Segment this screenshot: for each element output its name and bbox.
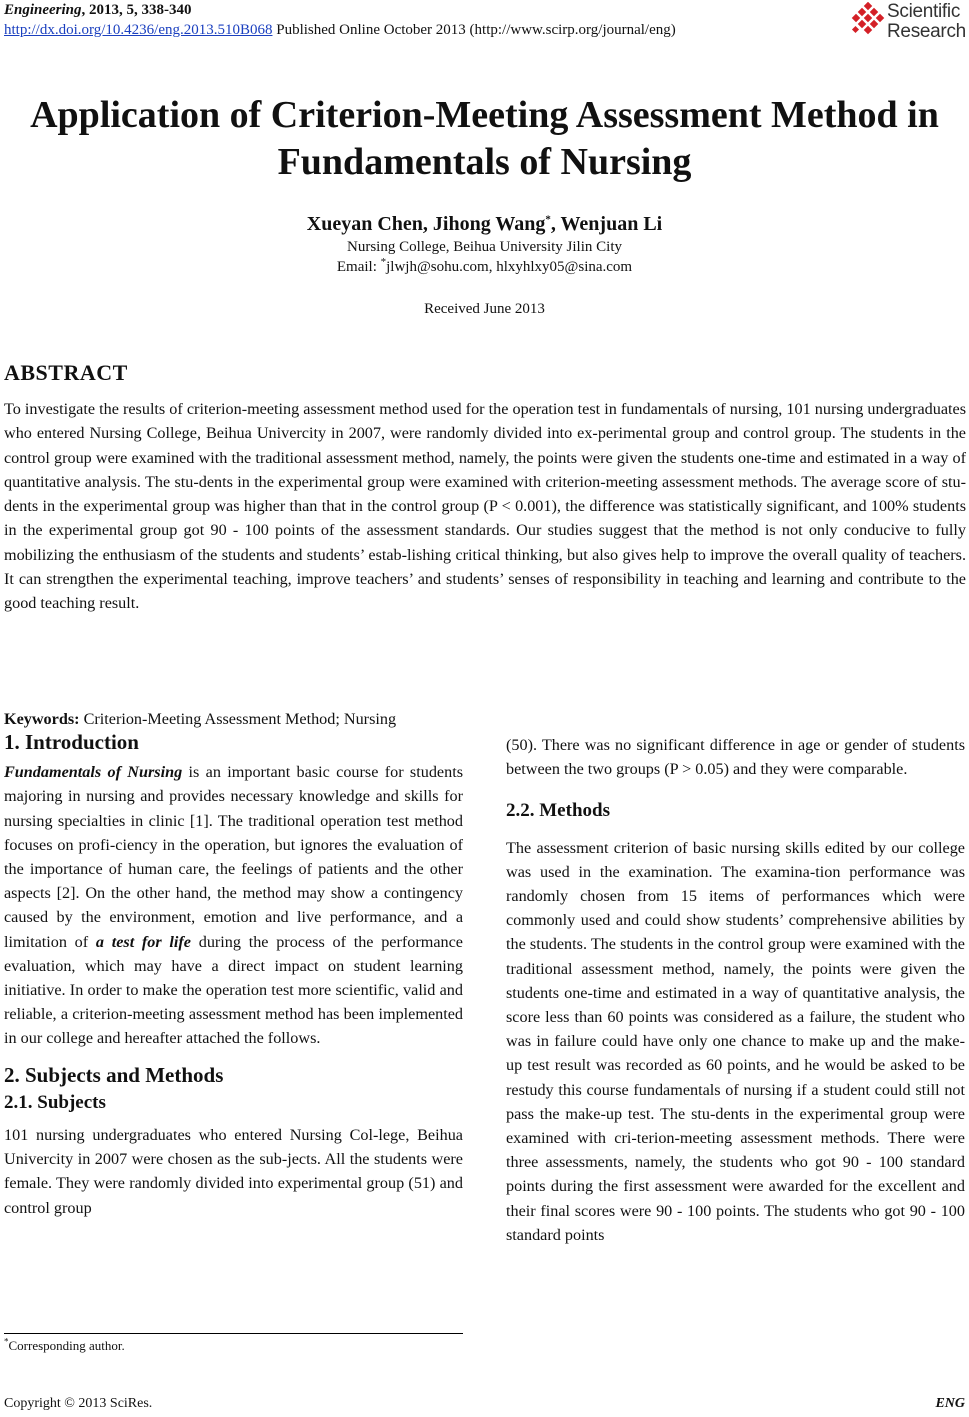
introduction-paragraph: [4, 760, 463, 1050]
publication-line: [4, 22, 676, 39]
journal-volume: , 2013, 5, 338-340: [81, 2, 192, 18]
section-heading-introduction: 1. Introduction: [4, 730, 139, 754]
keywords-label: Keywords:: [4, 710, 80, 728]
title-line-1: Application of Criterion-Meeting Assessment Method in: [30, 94, 939, 136]
affiliation: Nursing College, Beihua University Jilin City: [347, 239, 622, 255]
title-line-2: Fundamentals of Nursing: [277, 141, 692, 183]
author-emails: [0, 256, 969, 276]
left-column: [4, 730, 463, 1220]
methods-paragraph: The assessment criterion of basic nursing skills edited by our college was used in the examination. The examina-tion performance was randomly chosen from 15 items of performances which were commonly used and could show students’ comprehensive abilities by the students. The students in the control group were examined with the traditional assessment method, namely, the points were given the students one-time and estimated in a way of quantitative analysis, the score less than 60 points was considered as a failure, the student who was in failure could have only one chance to make up and the make-up test result was recorded as 60 points, and he would be asked to be restudy this course fundamentals of nursing if a student could still not pass the make-up test. The stu-dents in the experimental group were examined with cri-terion-meeting assessment methods. There were three assessments, namely, the students who got 90 - 100 standard points during the first assessment were awarded for the excellent and their final scores were 90 - 100 points. The students who got 90 - 100 standard points: [506, 838, 965, 1244]
logo-text-line1: Scientific: [887, 1, 961, 22]
section-heading-subjects-methods: 2. Subjects and Methods: [4, 1062, 224, 1087]
footnote: [4, 1338, 125, 1354]
subjects-continued-paragraph: (50). There was no significant difference in age or gender of students between the two groups (P > 0.05) and they were comparable.: [506, 736, 965, 779]
doi-link[interactable]: http://dx.doi.org/10.4236/eng.2013.510B068: [4, 22, 273, 38]
authors-part-2: , Wenjuan Li: [550, 213, 663, 235]
subsection-heading-methods: 2.2. Methods: [506, 800, 610, 822]
journal-citation: [4, 2, 192, 19]
authors-part-1: Xueyan Chen, Jihong Wang: [306, 213, 546, 235]
subsection-heading-subjects: 2.1. Subjects: [4, 1091, 106, 1113]
corresponding-mark: *: [545, 213, 551, 226]
logo-diamond-icon: [849, 2, 887, 40]
intro-emphasis: a test for life: [95, 932, 191, 951]
email-corresponding-mark: *: [380, 256, 387, 268]
intro-italic-title: Fundamentals of Nursing: [4, 763, 183, 782]
email-label: Email:: [336, 259, 381, 275]
footnote-mark: *: [4, 1336, 9, 1347]
intro-text-part-1: is an important basic course for students majoring in nursing and provides necessary knowledge and skills for nursing specialties in clinic [1]. The traditional operation test method focuses on profi-ciency in the operation, but ignores the evaluation of the importance of human care, the feelings of patients and the other aspects [2]. On the other hand, the method may show a contingency caused by the environment, emotion and live performance, and a limitation of: [4, 763, 463, 951]
keywords: [4, 710, 396, 729]
logo-text-line2: Research: [887, 21, 966, 42]
abstract-heading: ABSTRACT: [4, 360, 128, 385]
journal-abbreviation: ENG: [935, 1396, 965, 1411]
footnote-text: Corresponding author.: [8, 1338, 125, 1353]
copyright-notice: Copyright © 2013 SciRes.: [4, 1396, 153, 1411]
intro-text-part-2: during the process of the performance evaluation, which may have a direct impact on student learning initiative. In order to make the operation test more scientific, valid and reliable, a criterion-meeting assessment method has been implemented in our college and hereafter attached the follows.: [4, 932, 463, 1048]
article-title: [0, 92, 969, 186]
published-online-text: Published Online October 2013 (http://www.scirp.org/journal/eng): [272, 22, 676, 38]
subjects-paragraph: 101 nursing undergraduates who entered Nursing Col-lege, Beihua Univercity in 2007 were chosen as the sub-jects. All the students were female. They were randomly divided into experimental group (51) and control group: [4, 1126, 463, 1217]
journal-name: Engineering: [4, 2, 82, 18]
received-date: Received June 2013: [424, 301, 545, 317]
right-column: [506, 733, 965, 1247]
abstract-text: To investigate the results of criterion-meeting assessment method used for the operation test in fundamentals of nursing, 101 nursing undergraduates who entered Nursing College, Beihua Univercity in 2007, were randomly divided into ex-perimental group and control group. The students in the control group were examined with the traditional assessment method, namely, the points were given the students one-time and estimated in a way of quantitative analysis. The stu-dents in the experimental group were examined with criterion-meeting assessment methods. The average score of stu-dents in the experimental group was higher than that in the control group (P < 0.001), the difference was statistically significant, and 100% students in the experimental group got 90 - 100 points of the assessment standards. Our studies suggest that the method is not only conducive to fully mobilizing the enthusiasm of the students and students’ estab-lishing critical thinking, but also gives help to improve the overall quality of teachers. It can strengthen the experimental teaching, improve teachers’ and students’ senses of responsibility in teaching and learning and contribute to the good teaching result.: [4, 400, 966, 613]
footnote-divider: [4, 1333, 463, 1334]
author-list: [0, 213, 969, 236]
publisher-logo: [849, 0, 967, 44]
keywords-text: Criterion-Meeting Assessment Method; Nursing: [79, 710, 397, 728]
email-addresses: jlwjh@sohu.com, hlxyhlxy05@sina.com: [386, 259, 633, 275]
